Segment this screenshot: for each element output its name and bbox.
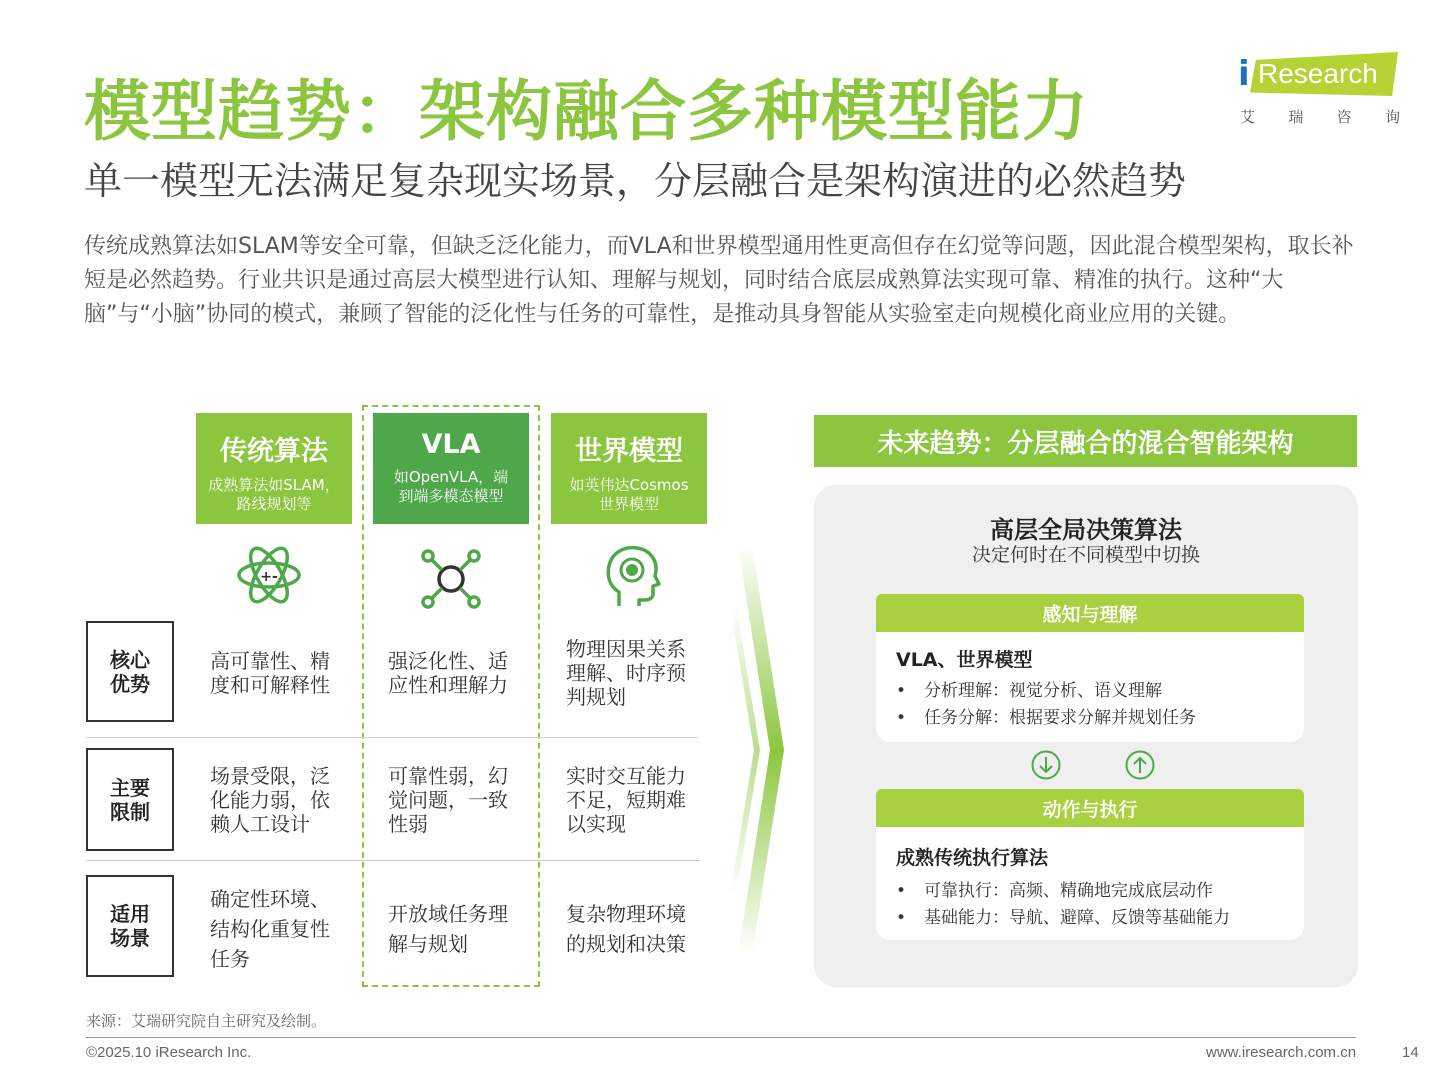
footer-divider [86, 1037, 1356, 1038]
row-divider [86, 737, 698, 738]
iresearch-logo [1238, 46, 1398, 126]
row-label-line: 优势 [110, 671, 150, 696]
logo-cn-char: 艾 [1240, 108, 1256, 126]
column-desc [551, 476, 707, 514]
column-desc-line: 路线规划等 [236, 495, 312, 513]
head-brain-icon [597, 540, 667, 610]
table-cell: 可靠性弱，幻 觉问题，一致 性弱 [388, 764, 508, 836]
table-cell: 实时交互能力 不足，短期难 以实现 [566, 764, 686, 836]
list-item: • 分析理解：视觉分析、语义理解 [896, 681, 1162, 701]
row-label-line: 适用 [110, 902, 150, 926]
page-subtitle: 单一模型无法满足复杂现实场景，分层融合是架构演进的必然趋势 [84, 159, 1187, 203]
page-title: 模型趋势：架构融合多种模型能力 [84, 73, 1089, 150]
column-name: 传统算法 [220, 436, 328, 467]
table-cell: 高可靠性、精 度和可解释性 [210, 649, 330, 697]
column-desc [373, 468, 529, 506]
intro-paragraph: 传统成熟算法如SLAM等安全可靠，但缺乏泛化能力，而VLA和世界模型通用性更高但存在幻觉等问题，因此混合模型架构，取长补短是必然趋势。行业共识是通过高层大模型进行认知、理解与规划，同时结合底层成熟算法实现可靠、精准的执行。这种“大脑”与“小脑”协同的模式，兼顾了智能的泛化性与任务的可靠性，是推动具身智能从实验室走向规模化商业应用的关键。 [84, 234, 1354, 327]
svg-text:+-: +- [260, 569, 278, 585]
arrow-down-icon [1031, 750, 1061, 780]
column-desc-line: 到端多模态模型 [398, 487, 504, 505]
source-note: 来源：艾瑞研究院自主研究及绘制。 [86, 1012, 327, 1030]
logo-cn [1240, 106, 1400, 127]
column-header-vla [373, 413, 529, 524]
table-cell: 确定性环境、 结构化重复性 任务 [210, 887, 330, 971]
list-item: • 基础能力：导航、避障、反馈等基础能力 [896, 908, 1230, 928]
table-cell: 开放域任务理 解与规划 [388, 902, 508, 956]
top-layer-subtitle: 决定何时在不同模型中切换 [971, 544, 1200, 566]
row-label-line: 场景 [110, 926, 150, 950]
row-divider [86, 860, 700, 861]
column-desc-line: 成熟算法如SLAM， [208, 476, 340, 494]
table-cell: 强泛化性、适 应性和理解力 [388, 649, 508, 697]
column-header-traditional [196, 413, 352, 524]
row-label-limitations [86, 748, 174, 851]
chevron-right-icon [730, 545, 790, 955]
list-item: • 任务分解：根据要求分解并规划任务 [896, 708, 1196, 728]
table-cell: 物理因果关系 理解、时序预 判规划 [566, 637, 686, 709]
list-item: • 可靠执行：高频、精确地完成底层动作 [896, 881, 1213, 901]
column-name: 世界模型 [575, 436, 683, 467]
future-trend-heading: 未来趋势：分层融合的混合智能架构 [814, 415, 1357, 467]
column-desc [196, 476, 352, 514]
logo-i: i [1238, 54, 1250, 94]
column-header-world-model [551, 413, 707, 524]
perception-card-title: VLA、世界模型 [896, 649, 1033, 671]
logo-text: Research [1258, 58, 1378, 89]
logo-cn-char: 询 [1384, 108, 1400, 126]
table-cell: 场景受限，泛 化能力弱，依 赖人工设计 [210, 764, 330, 836]
arrow-up-icon [1125, 750, 1155, 780]
action-card-header: 动作与执行 [876, 789, 1304, 827]
row-label-line: 限制 [110, 799, 150, 824]
copyright: ©2025.10 iResearch Inc. [86, 1044, 252, 1061]
action-card-title: 成熟传统执行算法 [896, 847, 1049, 869]
column-desc-line: 如英伟达Cosmos [569, 476, 689, 494]
column-desc-line: 如OpenVLA，端 [393, 468, 509, 486]
logo-cn-char: 咨 [1336, 108, 1352, 126]
logo-cn-char: 瑞 [1288, 108, 1304, 126]
perception-card-header: 感知与理解 [876, 594, 1304, 632]
column-desc-line: 世界模型 [598, 495, 659, 513]
page-number: 14 [1402, 1044, 1419, 1061]
atom-icon [234, 540, 304, 610]
row-label-line: 主要 [110, 775, 150, 800]
row-label-advantages [86, 621, 174, 722]
website-url: www.iresearch.com.cn [1206, 1044, 1357, 1061]
row-label-scenarios [86, 875, 174, 977]
network-icon [416, 544, 486, 614]
table-cell: 复杂物理环境 的规划和决策 [566, 902, 686, 956]
top-layer-title: 高层全局决策算法 [990, 516, 1182, 544]
column-name: VLA [421, 429, 481, 460]
row-label-line: 核心 [110, 647, 150, 672]
